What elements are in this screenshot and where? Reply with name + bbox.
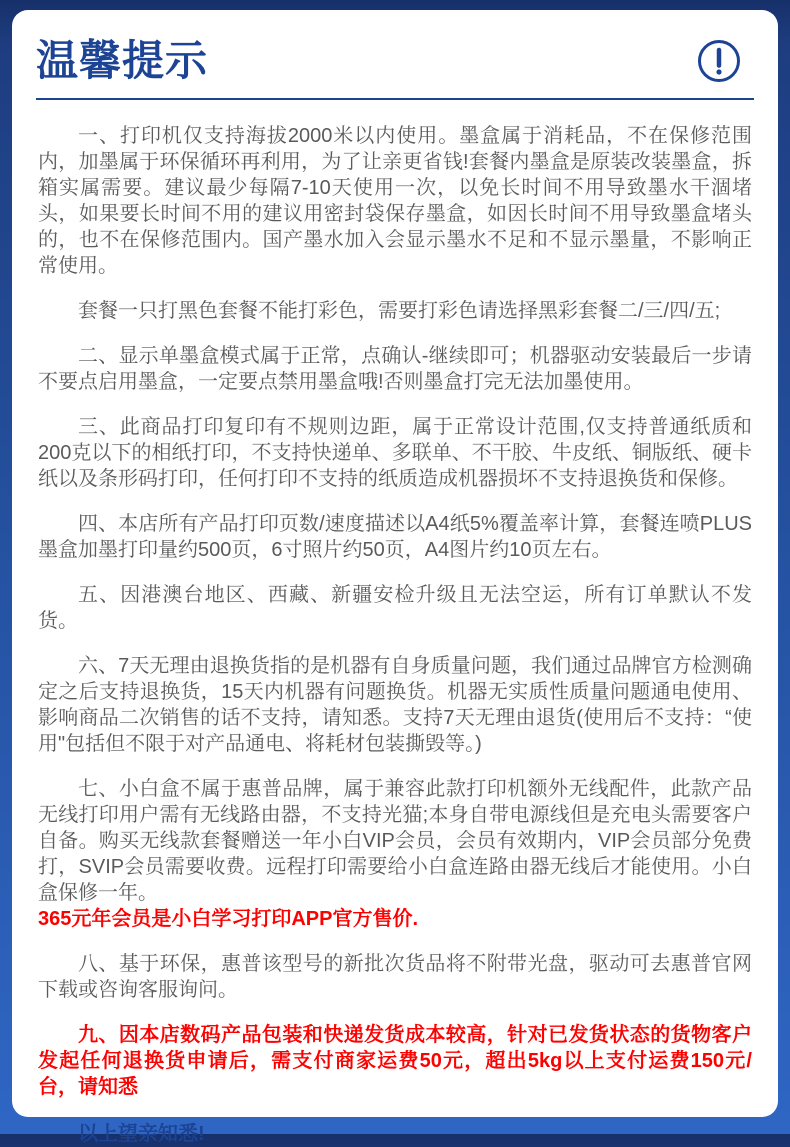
notice-paragraph-9-red-price: 365元年会员是小白学习打印APP官方售价.	[38, 908, 419, 930]
notice-paragraph-5: 四、本店所有产品打印页数/速度描述以A4纸5%覆盖率计算，套餐连喷PLUS墨盒加墨打印量约500页，6寸照片约50页，A4图片约10页左右。	[38, 513, 752, 561]
notice-paragraph-7: 六、7天无理由退换货指的是机器有自身质量问题，我们通过品牌官方检测确定之后支持退换货，15天内机器有问题换货。机器无实质性质量问题通电使用、影响商品二次销售的话不支持，请知悉。支持7天无理由退货(使用后不支持：“使用"包括但不限于对产品通电、将耗材包装撕毁等。)	[38, 655, 752, 755]
notice-closing-line: 以上望亲知悉!	[78, 1123, 205, 1145]
notice-paragraph-8: 七、小白盒不属于惠普品牌，属于兼容此款打印机额外无线配件，此款产品无线打印用户需有无线路由器，不支持光猫;本身自带电源线但是充电头需要客户自备。购买无线款套餐赠送一年小白VIP会员，会员有效期内，VIP会员部分免费打，SVIP会员需要收费。远程打印需要给小白盒连路由器无线后才能使用。小白盒保修一年。	[38, 778, 752, 904]
notice-card	[12, 10, 778, 1145]
notice-paragraph-6: 五、因港澳台地区、西藏、新疆安检升级且无法空运，所有订单默认不发货。	[38, 584, 752, 632]
notice-body	[38, 123, 752, 1147]
title-divider	[36, 98, 754, 100]
notice-paragraph-4: 三、此商品打印复印有不规则边距，属于正常设计范围,仅支持普通纸质和200克以下的相纸打印，不支持快递单、多联单、不干胶、牛皮纸、铜版纸、硬卡纸以及条形码打印，任何打印不支持的纸质造成机器损坏不支持退换货和保修。	[38, 416, 752, 490]
notice-paragraph-3: 二、显示单墨盒模式属于正常，点确认-继续即可；机器驱动安装最后一步请不要点启用墨盒，一定要点禁用墨盒哦!否则墨盒打完无法加墨使用。	[38, 345, 752, 393]
notice-paragraph-11-red-shipping: 九、因本店数码产品包装和快递发货成本较高，针对已发货状态的货物客户发起任何退换货申请后，需支付商家运费50元，超出5kg以上支付运费150元/台，请知悉	[38, 1024, 752, 1098]
notice-header	[36, 36, 754, 88]
exclamation-circle-icon	[696, 38, 742, 84]
notice-paragraph-10: 八、基于环保，惠普该型号的新批次货品将不附带光盘，驱动可去惠普官网下载或咨询客服询问。	[38, 953, 752, 1001]
notice-paragraph-2: 套餐一只打黑色套餐不能打彩色，需要打彩色请选择黑彩套餐二/三/四/五;	[78, 300, 721, 322]
notice-paragraph-1: 一、打印机仅支持海拔2000米以内使用。墨盒属于消耗品，不在保修范围内，加墨属于环保循环再利用，为了让亲更省钱!套餐内墨盒是原装改装墨盒，拆箱实属需要。建议最少每隔7-10天使用一次，以免长时间不用导致墨水干涸堵头，如果要长时间不用的建议用密封袋保存墨盒，如因长时间不用导致墨盒堵头的，也不在保修范围内。国产墨水加入会显示墨水不足和不显示墨量，不影响正常使用。	[38, 125, 752, 277]
page-title: 温馨提示	[36, 37, 209, 84]
